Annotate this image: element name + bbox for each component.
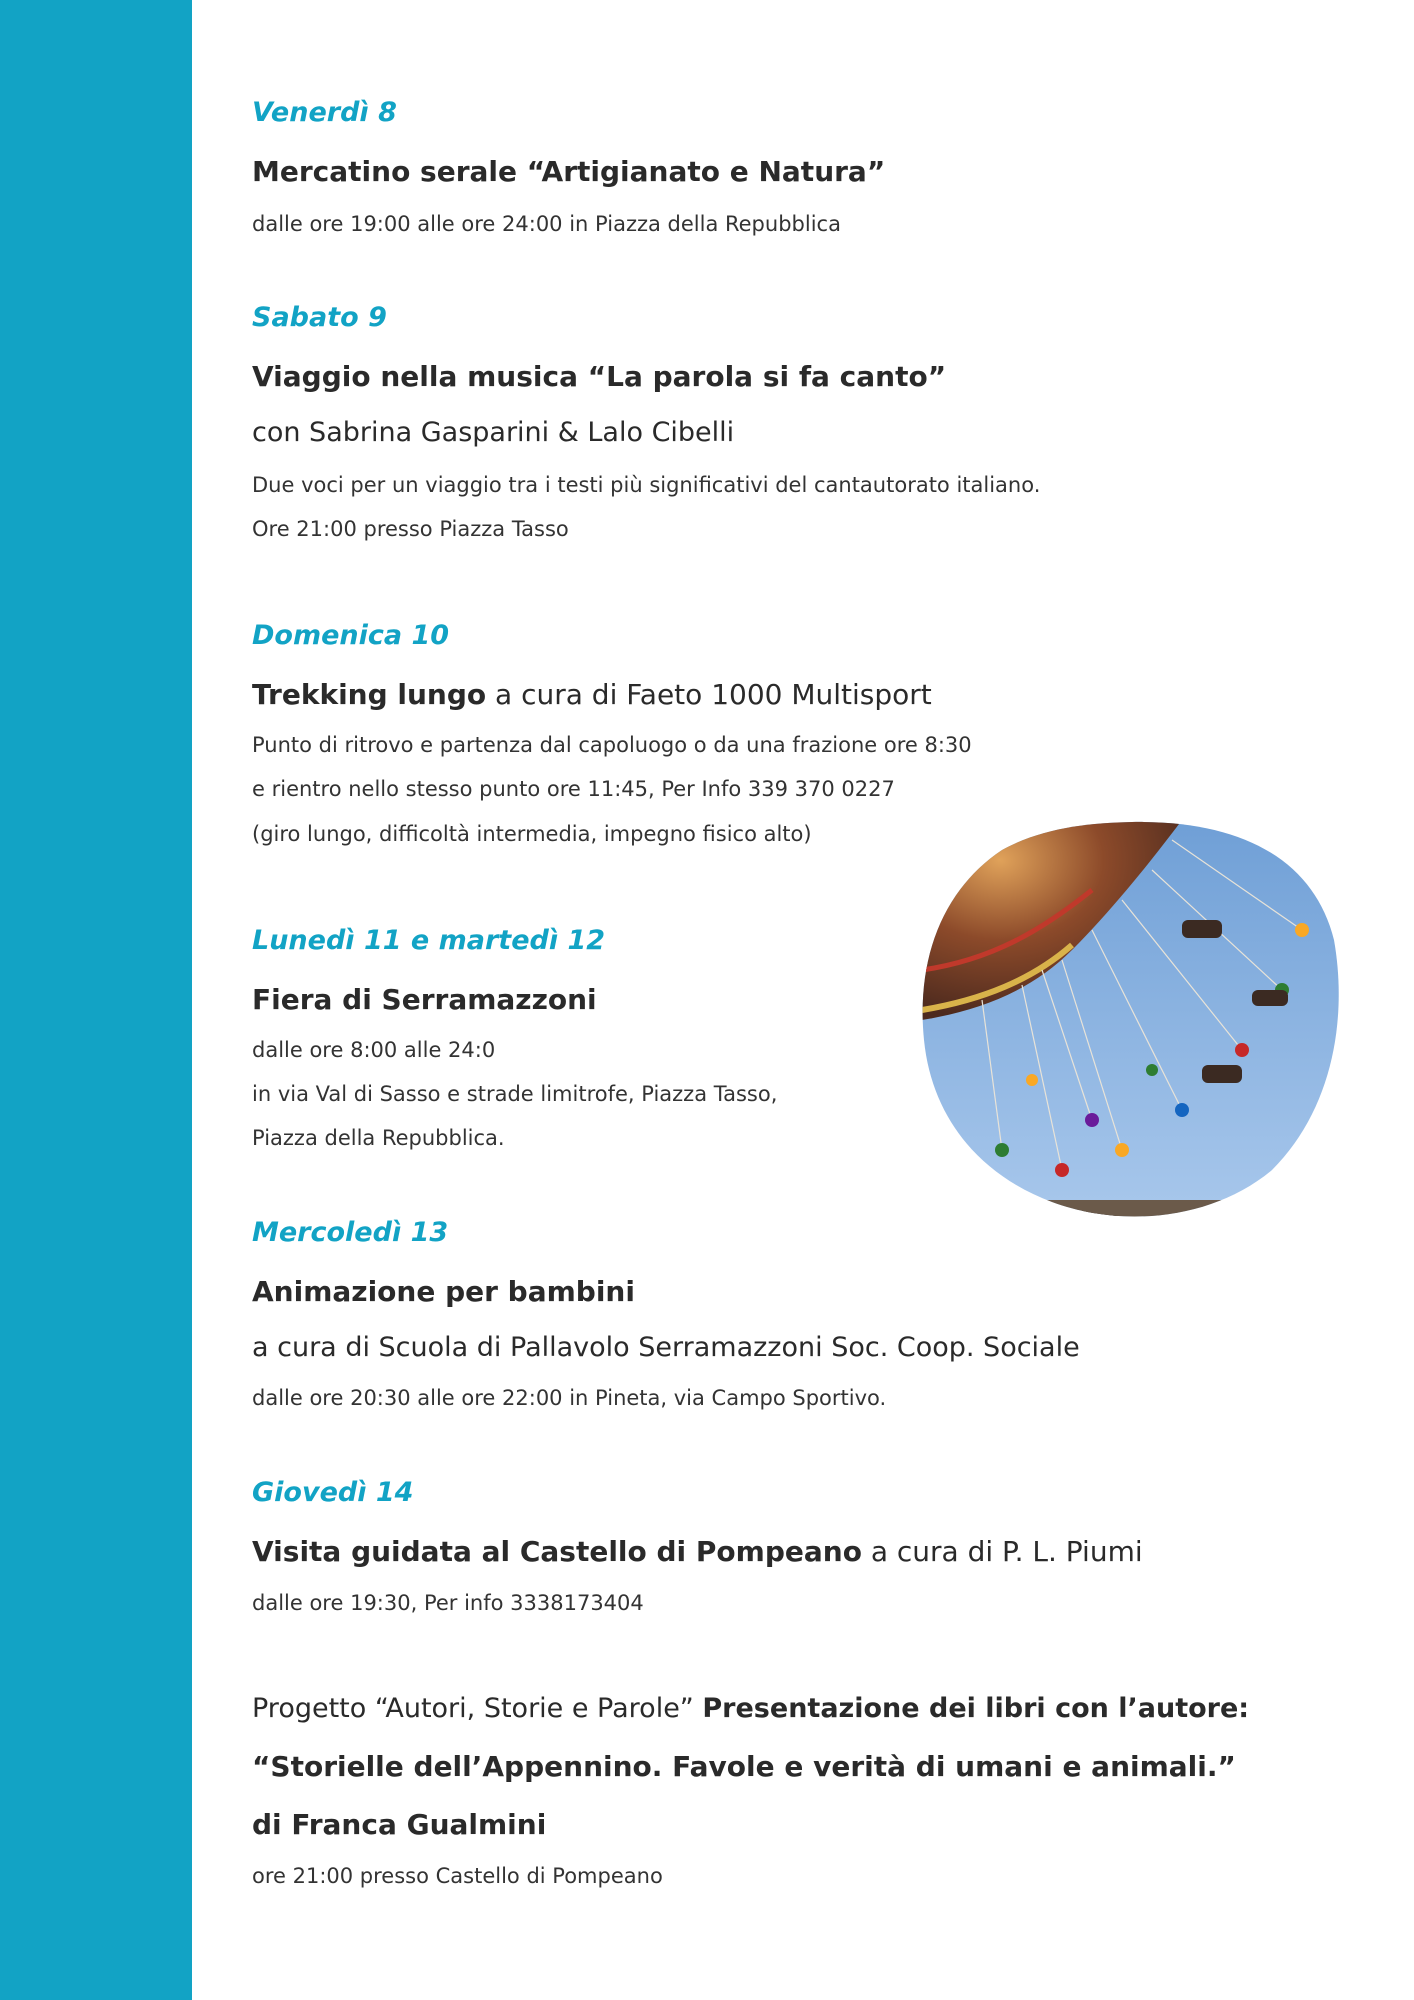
project-intro: Progetto “Autori, Storie e Parole” Presentazione dei libri con l’autore: — [252, 1693, 1250, 1724]
event-subtitle: a cura di Scuola di Pallavolo Serramazzoni Soc. Coop. Sociale — [252, 1332, 1080, 1363]
event-day: Sabato 9 — [252, 302, 387, 333]
event-detail: Ore 21:00 presso Piazza Tasso — [252, 517, 569, 541]
event-detail: dalle ore 19:00 alle ore 24:00 in Piazza della Repubblica — [252, 212, 841, 236]
event-detail: ore 21:00 presso Castello di Pompeano — [252, 1864, 663, 1888]
book-author: di Franca Gualmini — [252, 1808, 547, 1841]
event-detail: dalle ore 19:30, Per info 3338173404 — [252, 1591, 644, 1615]
event-detail: e rientro nello stesso punto ore 11:45, Per Info 339 370 0227 — [252, 777, 895, 801]
event-title: Visita guidata al Castello di Pompeano a cura di P. L. Piumi — [252, 1535, 1143, 1568]
event-title: Trekking lungo a cura di Faeto 1000 Multisport — [252, 678, 932, 711]
event-day: Mercoledì 13 — [252, 1217, 449, 1248]
event-title: Mercatino serale “Artigianato e Natura” — [252, 155, 886, 188]
event-detail: in via Val di Sasso e strade limitrofe, Piazza Tasso, — [252, 1082, 778, 1106]
event-detail: Piazza della Repubblica. — [252, 1126, 505, 1150]
event-detail: dalle ore 20:30 alle ore 22:00 in Pineta, via Campo Sportivo. — [252, 1386, 887, 1410]
event-day: Domenica 10 — [252, 620, 450, 651]
event-day: Venerdì 8 — [252, 97, 397, 128]
event-detail: (giro lungo, difficoltà intermedia, impegno fisico alto) — [252, 822, 812, 846]
sidebar-color-band — [0, 0, 192, 2000]
event-subtitle: con Sabrina Gasparini & Lalo Cibelli — [252, 417, 735, 448]
event-title: Viaggio nella musica “La parola si fa canto” — [252, 360, 947, 393]
book-title: “Storielle dell’Appennino. Favole e verità di umani e animali.” — [252, 1750, 1236, 1783]
event-title: Animazione per bambini — [252, 1275, 635, 1308]
event-detail: Due voci per un viaggio tra i testi più significativi del cantautorato italiano. — [252, 473, 1041, 497]
event-detail: Punto di ritrovo e partenza dal capoluogo o da una frazione ore 8:30 — [252, 733, 972, 757]
event-day: Giovedì 14 — [252, 1477, 414, 1508]
event-title: Fiera di Serramazzoni — [252, 983, 597, 1016]
event-detail: dalle ore 8:00 alle 24:0 — [252, 1038, 496, 1062]
carousel-photo — [922, 820, 1340, 1222]
event-day: Lunedì 11 e martedì 12 — [252, 925, 606, 956]
